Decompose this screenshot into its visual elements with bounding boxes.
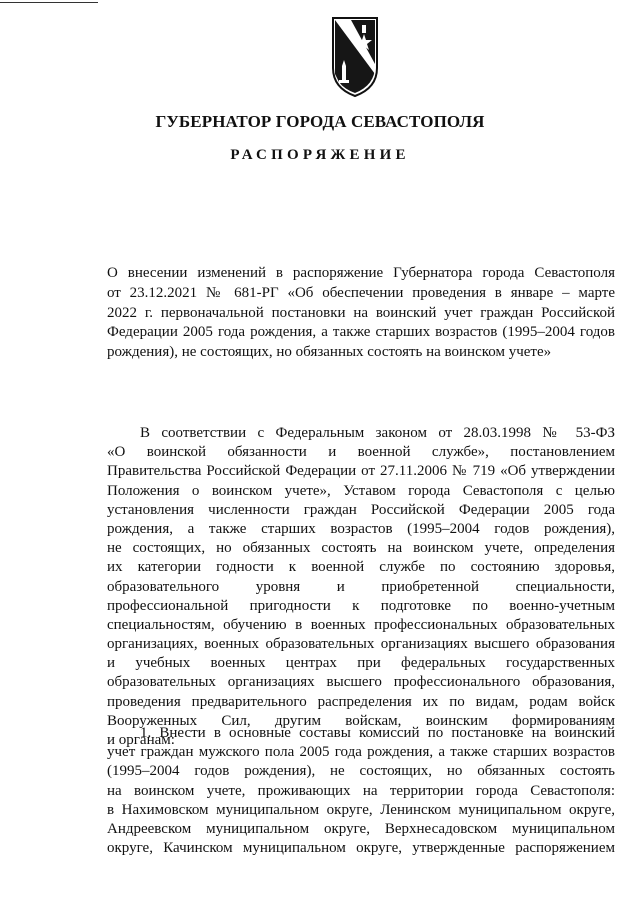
paragraph-line: рождения, а также старших возрастов (1995–2004 годов рождения), [107, 520, 615, 537]
preamble-paragraph [107, 424, 615, 750]
issuer-title: ГУБЕРНАТОР ГОРОДА СЕВАСТОПОЛЯ [155, 112, 485, 131]
paragraph-line: Положения о воинском учете», Уставом города Севастополя с целью [107, 482, 615, 499]
paragraph-line: учет граждан мужского пола 2005 года рождения, а также старших возрастов [107, 744, 615, 761]
paragraph-line: В соответствии с Федеральным законом от 28.03.1998 № 53-ФЗ [140, 425, 615, 441]
paragraph-line: в Нахимовском муниципальном округе, Ленинском муниципальном округе, [107, 801, 615, 818]
paragraph-line: Правительства Российской Федерации от 27.11.2006 № 719 «Об утверждении [107, 463, 615, 480]
subject-line: О внесении изменений в распоряжение Губернатора города Севастополя [107, 265, 615, 281]
paragraph-line: Андреевском муниципальном округе, Верхнесадовском муниципальном [107, 820, 615, 837]
paragraph-line: не состоящих, но обязанных состоять на воинском учете, определения [107, 540, 615, 557]
subject-line: 2022 г. первоначальной постановки на воинский учет граждан Российской [107, 304, 615, 321]
paragraph-line: проведения предварительного распределения их по видам, родам войск [107, 693, 615, 710]
document-subject [107, 264, 615, 363]
subject-line: Федерации 2005 года рождения, а также старших возрастов (1995–2004 годов [107, 324, 615, 341]
paragraph-line: специальностям, обучению в военных профессиональных образовательных [107, 616, 615, 633]
scan-corner-line [0, 2, 98, 3]
paragraph-line: на воинском учете, проживающих на территории города Севастополя: [107, 782, 615, 799]
paragraph-line: профессиональной пригодности к подготовке по военно-учетным [107, 597, 615, 614]
paragraph-line: и органам: [107, 732, 175, 748]
paragraph-line: и учебных военных центрах при федеральных государственных [107, 655, 615, 672]
paragraph-line: установления численности граждан Российской Федерации 2005 года [107, 501, 615, 518]
paragraph-line: Вооруженных Сил, другим войскам, воинским формированиям [107, 712, 615, 729]
paragraph-line: округе, Качинском муниципальном округе, утвержденные распоряжением [107, 840, 615, 857]
document-type: РАСПОРЯЖЕНИЕ [230, 147, 410, 163]
paragraph-line: образовательного уровня и приобретенной специальности, [107, 578, 615, 595]
paragraph-line: «О воинской обязанности и военной службе», постановлением [107, 444, 615, 461]
paragraph-line: их категории годности к военной службе по состоянию здоровья, [107, 559, 615, 576]
paragraph-line: организациях, военных образовательных организациях высшего образования [107, 636, 615, 653]
clause-1-paragraph [107, 724, 615, 858]
subject-line: от 23.12.2021 № 681-РГ «Об обеспечении проведения в январе – марте [107, 284, 615, 301]
sevastopol-coat-of-arms-icon [330, 16, 380, 98]
paragraph-line: образовательных организациях высшего профессионального образования, [107, 674, 615, 691]
subject-line: рождения), не состоящих, но обязанных состоять на воинском учете» [107, 344, 552, 361]
paragraph-line: 1. Внести в основные составы комиссий по постановке на воинский [140, 725, 615, 741]
paragraph-line: (1995–2004 годов рождения), не состоящих, но обязанных состоять [107, 763, 615, 780]
